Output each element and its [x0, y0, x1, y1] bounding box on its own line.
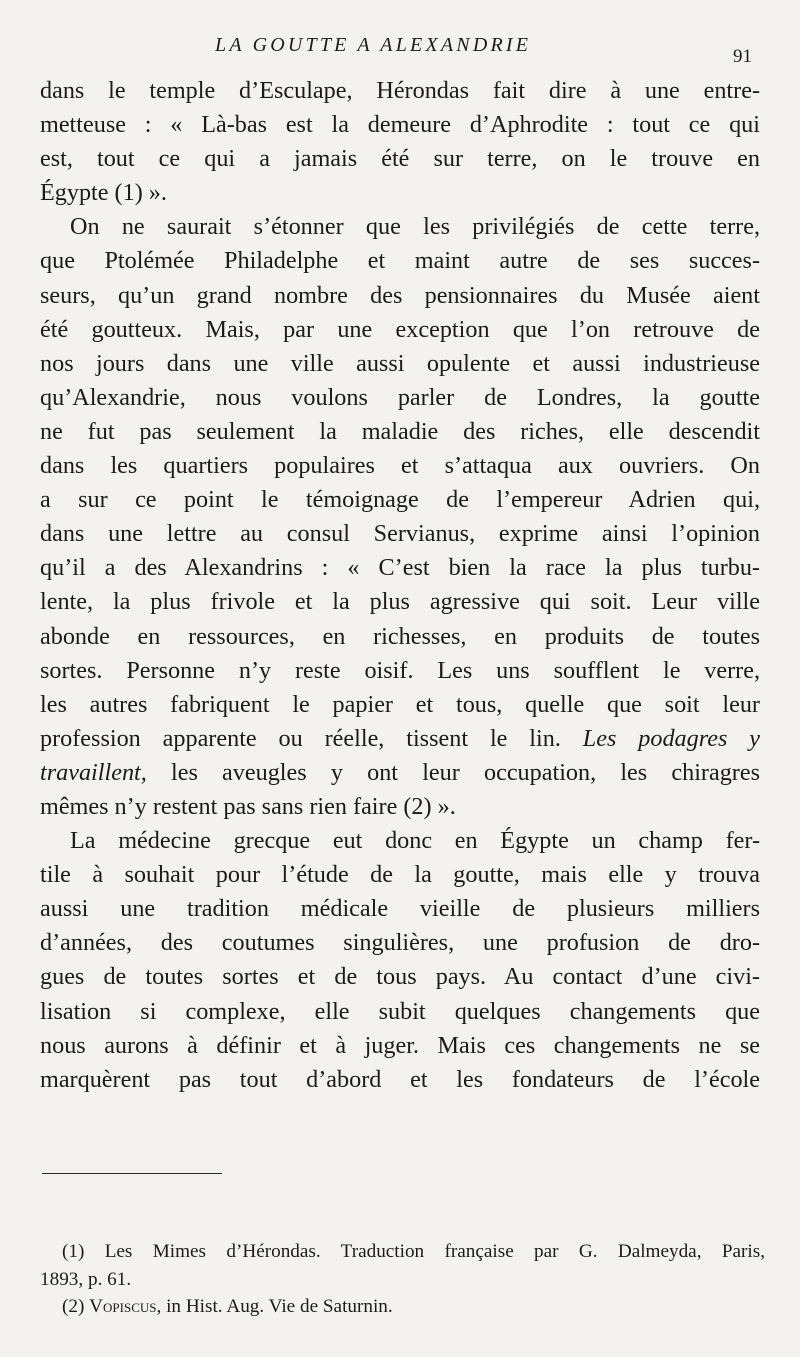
- text-line: ne fut pas seulement la maladie des riches, elle descendit: [40, 417, 760, 445]
- text-line: On ne saurait s’étonner que les privilégiés de cette terre,: [70, 213, 760, 241]
- footnotes: [40, 1238, 765, 1321]
- text-line: mêmes n’y restent pas sans rien faire (2) ».: [40, 792, 456, 820]
- text-line: dans les quartiers populaires et s’attaqua aux ouvriers. On: [40, 452, 760, 480]
- text-line: d’années, des coutumes singulières, une profusion de dro-: [40, 929, 760, 957]
- page-number: 91: [733, 46, 752, 67]
- text-line: que Ptolémée Philadelphe et maint autre de ses succes-: [40, 247, 760, 275]
- text-line: qu’Alexandrie, nous voulons parler de Londres, la goutte: [40, 383, 760, 411]
- footnote-2-text: in Hist. Aug. Vie de Saturnin.: [166, 1296, 393, 1317]
- text-line: aussi une tradition médicale vieille de plusieurs milliers: [40, 895, 760, 923]
- text-line: metteuse : « Là-bas est la demeure d’Aphrodite : tout ce qui: [40, 111, 760, 139]
- text-line: abonde en ressources, en richesses, en produits de toutes: [40, 622, 760, 650]
- footnote-1-line: (1) Les Mimes d’Hérondas. Traduction française par G. Dalmeyda, Paris,: [62, 1241, 765, 1262]
- footnote-divider: [42, 1173, 222, 1174]
- text-line-mixed: [40, 756, 760, 790]
- running-title: LA GOUTTE A ALEXANDRIE: [215, 34, 532, 56]
- text-line: lisation si complexe, elle subit quelques changements que: [40, 997, 760, 1025]
- text-line: sortes. Personne n’y reste oisif. Les uns soufflent le verre,: [40, 656, 760, 684]
- italic-quote: travaillent,: [40, 758, 147, 786]
- main-text: [40, 74, 760, 1097]
- text-line: dans une lettre au consul Servianus, exprime ainsi l’opinion: [40, 520, 760, 548]
- text-line: La médecine grecque eut donc en Égypte un champ fer-: [70, 827, 760, 855]
- text-line: marquèrent pas tout d’abord et les fondateurs de l’école: [40, 1065, 760, 1093]
- footnote-1-line: 1893, p. 61.: [40, 1268, 132, 1290]
- text-line: nos jours dans une ville aussi opulente et aussi industrieuse: [40, 349, 760, 377]
- footnote-2: [40, 1293, 765, 1321]
- running-header: [0, 34, 800, 67]
- text-line: a sur ce point le témoignage de l’empereur Adrien qui,: [40, 486, 760, 514]
- text-line-mixed: [40, 722, 760, 756]
- text-line: nous aurons à définir et à juger. Mais ces changements ne se: [40, 1031, 760, 1059]
- text-line: gues de toutes sortes et de tous pays. Au contact d’une civi-: [40, 963, 760, 991]
- text-line: été goutteux. Mais, par une exception que l’on retrouve de: [40, 315, 760, 343]
- text-line: Égypte (1) ».: [40, 179, 167, 207]
- text-line: les autres fabriquent le papier et tous, quelle que soit leur: [40, 690, 760, 718]
- text-line: qu’il a des Alexandrins : « C’est bien la race la plus turbu-: [40, 554, 760, 582]
- text-line: est, tout ce qui a jamais été sur terre, on le trouve en: [40, 145, 760, 173]
- text-line: lente, la plus frivole et la plus agressive qui soit. Leur ville: [40, 588, 760, 616]
- italic-quote: Les podagres y: [582, 724, 760, 752]
- footnote-2-author: Vopiscus,: [89, 1296, 162, 1317]
- footnote-2-marker: (2): [62, 1296, 85, 1317]
- text-line: dans le temple d’Esculape, Hérondas fait dire à une entre-: [40, 77, 760, 104]
- text-segment: profession apparente ou réelle, tissent le lin.: [40, 724, 561, 752]
- text-line: tile à souhait pour l’étude de la goutte, mais elle y trouva: [40, 861, 760, 889]
- text-line: seurs, qu’un grand nombre des pensionnaires du Musée aient: [40, 281, 760, 309]
- text-segment: les aveugles y ont leur occupation, les chiragres: [171, 758, 760, 786]
